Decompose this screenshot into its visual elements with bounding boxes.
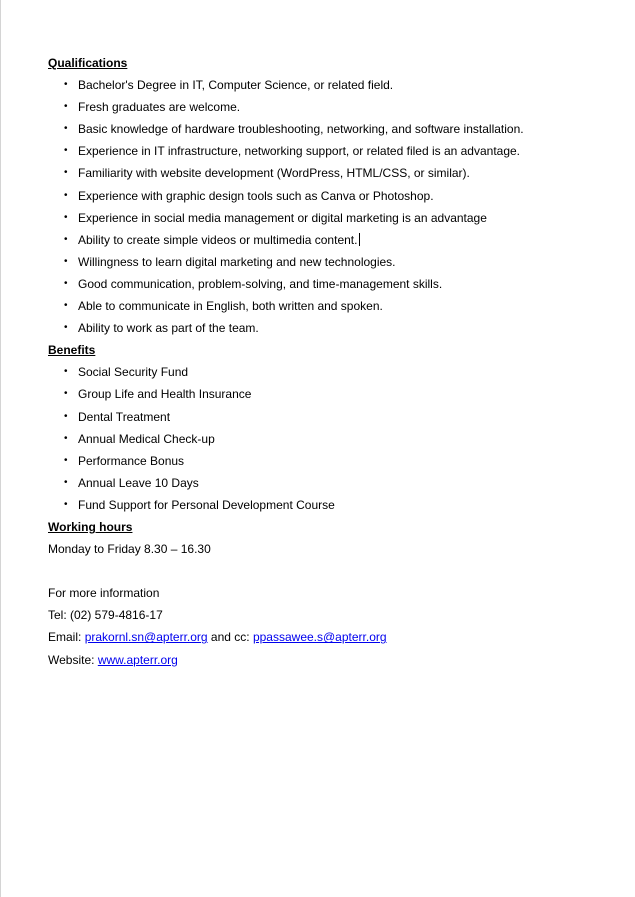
list-item: [48, 118, 605, 140]
list-item-text: Dental Treatment: [78, 409, 171, 424]
list-item: [48, 162, 605, 184]
list-item-text: Annual Leave 10 Days: [78, 475, 199, 490]
bullet-icon: •: [64, 167, 68, 179]
bullet-icon: •: [64, 366, 68, 378]
list-item-text: Experience in social media management or digital marketing is an advantage: [78, 210, 487, 225]
benefits-heading: Benefits: [48, 343, 96, 358]
bullet-icon: •: [64, 388, 68, 400]
contact-email-line: [48, 626, 605, 648]
list-item: [48, 361, 605, 383]
text-cursor: [359, 233, 360, 246]
qualifications-heading: Qualifications: [48, 56, 128, 70]
list-item-text: Bachelor's Degree in IT, Computer Science, or related field.: [78, 78, 394, 93]
bullet-icon: •: [64, 79, 68, 91]
blank-line: [48, 560, 605, 582]
list-item: [48, 207, 605, 229]
list-item-text: Fund Support for Personal Development Course: [78, 497, 335, 512]
bullet-icon: •: [64, 255, 68, 267]
benefits-list: [48, 361, 605, 516]
list-item: [48, 494, 605, 516]
bullet-icon: •: [64, 300, 68, 312]
list-item: [48, 140, 605, 162]
list-item: [48, 251, 605, 273]
contact-intro: For more information: [48, 586, 160, 601]
bullet-icon: •: [64, 233, 68, 245]
email-cc-label: and cc:: [207, 630, 253, 645]
bullet-icon: •: [64, 123, 68, 135]
contact-tel: Tel: (02) 579-4816-17: [48, 608, 163, 623]
bullet-icon: •: [64, 410, 68, 422]
list-item: [48, 74, 605, 96]
bullet-icon: •: [64, 498, 68, 510]
list-item-text: Able to communicate in English, both written and spoken.: [78, 299, 383, 314]
website-label: Website:: [48, 652, 98, 667]
bullet-icon: •: [64, 211, 68, 223]
bullet-icon: •: [64, 277, 68, 289]
list-item-text: Good communication, problem-solving, and time-management skills.: [78, 276, 443, 291]
list-item: [48, 229, 605, 251]
bullet-icon: •: [64, 101, 68, 113]
list-item-text: Annual Medical Check-up: [78, 431, 215, 446]
list-item: [48, 96, 605, 118]
list-item-text: Ability to create simple videos or multimedia content.: [78, 232, 358, 247]
bullet-icon: •: [64, 145, 68, 157]
list-item: [48, 406, 605, 428]
bullet-icon: •: [64, 432, 68, 444]
list-item-text: Familiarity with website development (WordPress, HTML/CSS, or similar).: [78, 166, 470, 181]
list-item-text: Performance Bonus: [78, 453, 185, 468]
list-item: [48, 428, 605, 450]
list-item: [48, 383, 605, 405]
list-item: [48, 472, 605, 494]
list-item-text: Social Security Fund: [78, 365, 189, 380]
email-link-cc[interactable]: ppassawee.s@apterr.org: [252, 630, 387, 645]
working-hours-heading: Working hours: [48, 519, 133, 534]
list-item-text: Basic knowledge of hardware troubleshooting, networking, and software installation.: [78, 122, 524, 137]
bullet-icon: •: [64, 189, 68, 201]
list-item-text: Ability to work as part of the team.: [78, 321, 259, 336]
email-link-primary[interactable]: prakornl.sn@apterr.org: [84, 630, 208, 645]
list-item: [48, 273, 605, 295]
qualifications-list: [48, 74, 605, 339]
list-item-text: Fresh graduates are welcome.: [78, 100, 241, 115]
list-item: [48, 450, 605, 472]
list-item-text: Experience in IT infrastructure, networking support, or related filed is an advantage.: [78, 144, 521, 159]
list-item-text: Willingness to learn digital marketing and new technologies.: [78, 254, 396, 269]
bullet-icon: •: [64, 476, 68, 488]
working-hours-schedule: Monday to Friday 8.30 – 16.30: [48, 542, 211, 557]
list-item: [48, 295, 605, 317]
email-label: Email:: [48, 630, 85, 645]
website-link[interactable]: www.apterr.org: [97, 652, 178, 667]
list-item: [48, 317, 605, 339]
document-content: [1, 0, 635, 671]
bullet-icon: •: [64, 322, 68, 334]
list-item-text: Group Life and Health Insurance: [78, 387, 252, 402]
bullet-icon: •: [64, 454, 68, 466]
contact-website-line: [48, 649, 605, 671]
list-item-text: Experience with graphic design tools such as Canva or Photoshop.: [78, 188, 434, 203]
list-item: [48, 185, 605, 207]
